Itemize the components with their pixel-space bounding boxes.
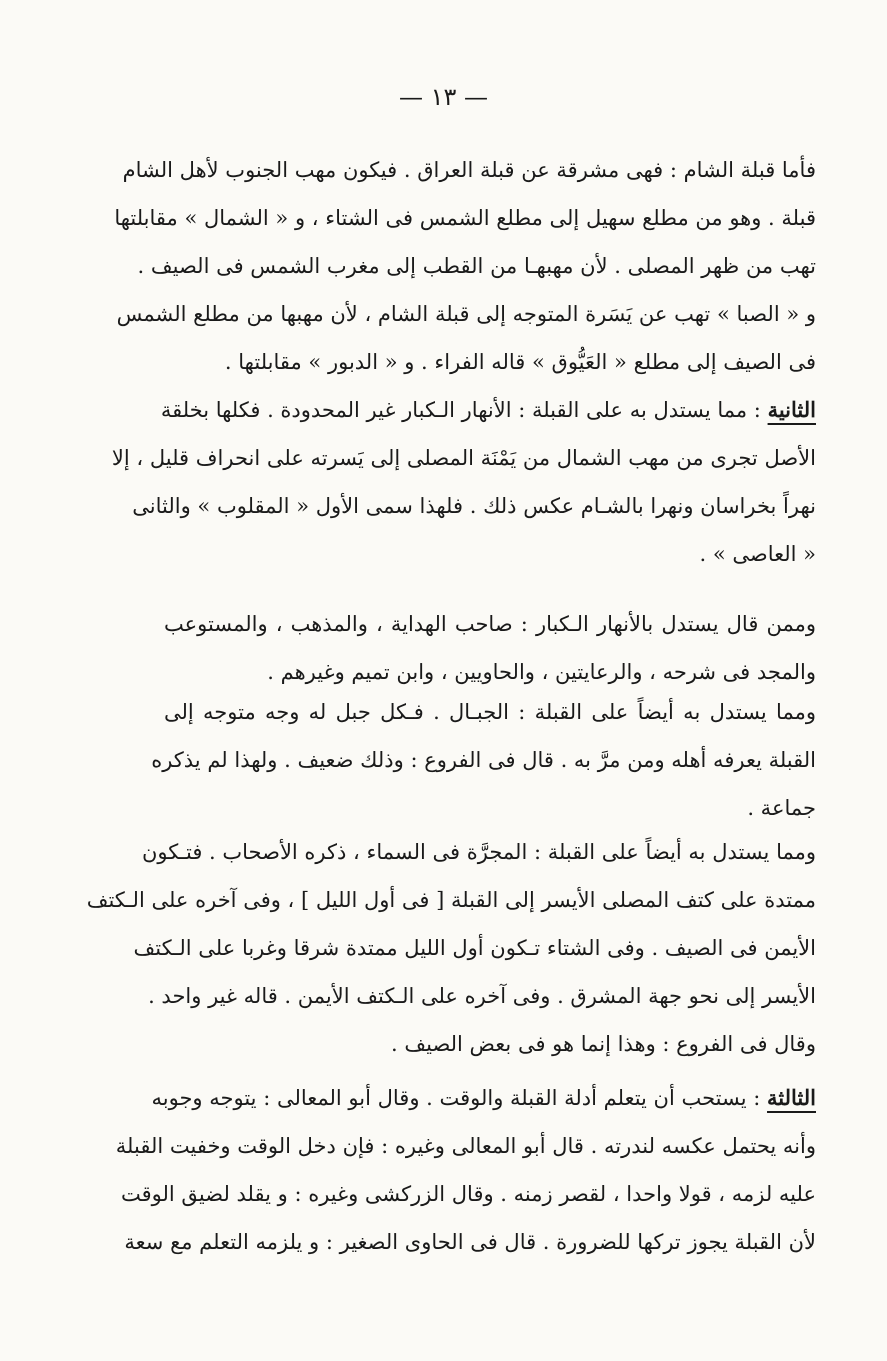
text-line: وممن قال يستدل بالأنهار الـكبار : صاحب الهداية ، والمذهب ، والمستوعب xyxy=(164,612,816,636)
paragraph-qibla-sham xyxy=(114,146,816,386)
text-line-rest: : مما يستدل به على القبلة : الأنهار الـكبار غير المحدودة . فكلها بخلقة xyxy=(160,398,761,422)
text-line: فأما قبلة الشام : فهى مشرقة عن قبلة العراق . فيكون مهب الجنوب لأهل الشام xyxy=(122,158,816,182)
text-line: الأصل تجرى من مهب الشمال من يَمْنَة المصلى إلى يَسرته على انحراف قليل ، إلا xyxy=(111,446,816,470)
paragraph-mountains xyxy=(151,688,816,832)
text-line: فى الصيف إلى مطلع « العَيُّوق » قاله الفراء . و « الدبور » مقابلتها . xyxy=(224,350,816,374)
text-line: والمجد فى شرحه ، والرعايتين ، والحاويين ، وابن تميم وغيرهم . xyxy=(267,660,816,684)
paragraph-milky-way xyxy=(86,828,816,1068)
text-line: و « الصبا » تهب عن يَسَرة المتوجه إلى قبلة الشام ، لأن مهبها من مطلع الشمس xyxy=(116,302,816,326)
text-line: تهب من ظهر المصلى . لأن مهبهـا من القطب إلى مغرب الشمس فى الصيف . xyxy=(137,254,816,278)
text-line: جماعة . xyxy=(747,796,816,820)
page-number: — ١٣ — xyxy=(398,83,489,111)
text-line: الأيمن فى الصيف . وفى الشتاء تـكون أول الليل ممتدة شرقا وغربا على الـكتف xyxy=(133,936,816,960)
text-line-with-heading xyxy=(151,1074,816,1122)
paragraph-second-rivers xyxy=(111,386,816,578)
text-line: قبلة . وهو من مطلع سهيل إلى مطلع الشمس فى الشتاء ، و « الشمال » مقابلتها xyxy=(114,206,816,230)
section-heading-third: الثالثة xyxy=(767,1085,816,1110)
text-line: نهراً بخراسان ونهرا بالشـام عكس ذلك . فلهذا سمى الأول « المقلوب » والثانى xyxy=(132,494,816,518)
text-line: وأنه يحتمل عكسه لندرته . قال أبو المعالى وغيره : فإن دخل الوقت وخفيت القبلة xyxy=(115,1134,816,1158)
text-line-with-heading xyxy=(160,386,816,434)
paragraph-rivers-authors xyxy=(164,600,816,696)
text-line: ومما يستدل به أيضاً على القبلة : المجرَّة فى السماء ، ذكره الأصحاب . فتـكون xyxy=(141,840,816,864)
section-heading-second: الثانية xyxy=(767,397,816,422)
text-line: وقال فى الفروع : وهذا إنما هو فى بعض الصيف . xyxy=(391,1032,816,1056)
text-line: ومما يستدل به أيضاً على القبلة : الجبـال . فـكل جبل له وجه متوجه إلى xyxy=(164,700,816,724)
text-line: الأيسر إلى نحو جهة المشرق . وفى آخره على الـكتف الأيمن . قاله غير واحد . xyxy=(148,984,816,1008)
text-line: « العاصى » . xyxy=(699,542,816,566)
paragraph-third-learning xyxy=(115,1074,816,1266)
text-line: القبلة يعرفه أهله ومن مرَّ به . قال فى الفروع : وذلك ضعيف . ولهذا لم يذكره xyxy=(151,748,816,772)
text-line: عليه لزمه ، قولا واحدا ، لقصر زمنه . وقال الزركشى وغيره : و يقلد لضيق الوقت xyxy=(120,1182,816,1206)
text-line: لأن القبلة يجوز تركها للضرورة . قال فى الحاوى الصغير : و يلزمه التعلم مع سعة xyxy=(124,1230,816,1254)
text-line: ممتدة على كتف المصلى الأيسر إلى القبلة [ فى أول الليل ] ، وفى آخره على الـكتف xyxy=(86,888,816,912)
text-line-rest: : يستحب أن يتعلم أدلة القبلة والوقت . وقال أبو المعالى : يتوجه وجوبه xyxy=(151,1086,761,1110)
